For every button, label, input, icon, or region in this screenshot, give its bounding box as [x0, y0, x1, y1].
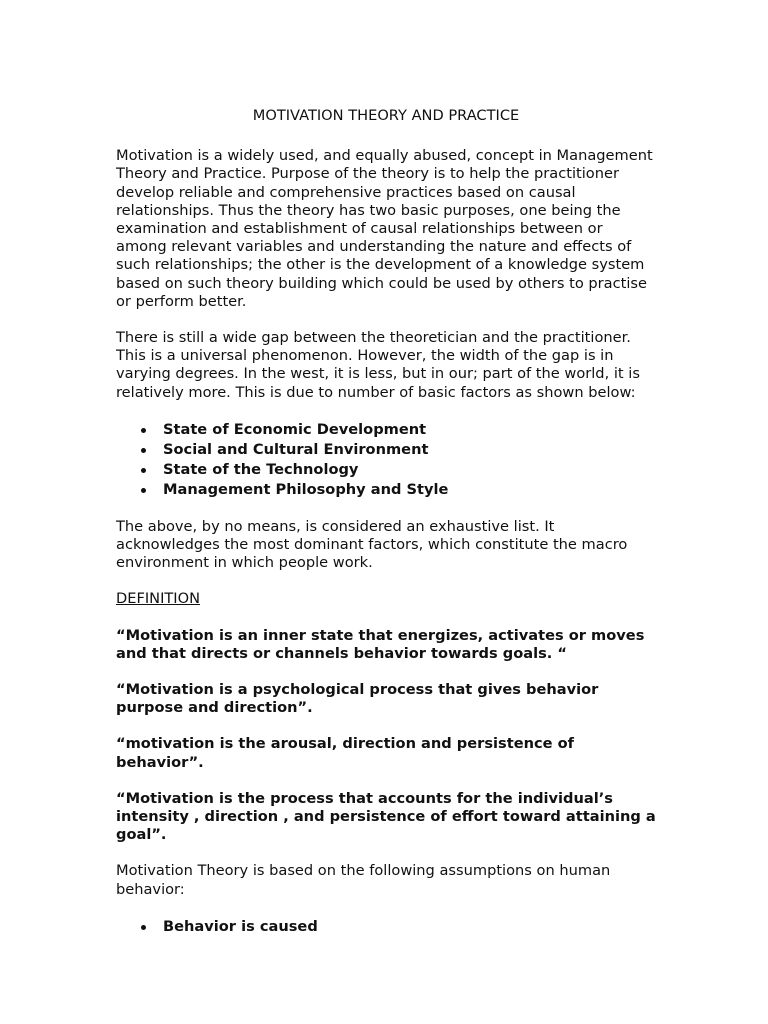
definition-3: “motivation is the arousal, direction and persistence of behavior”.	[116, 735, 574, 771]
list-item: Behavior is caused	[163, 917, 656, 937]
document-content	[116, 107, 656, 955]
assumptions-list	[116, 917, 656, 937]
exhaustive-list-paragraph: The above, by no means, is considered an exhaustive list. It acknowledges the most dominant factors, which constitute the macro environment in which people work.	[116, 517, 628, 572]
assumptions-paragraph: Motivation Theory is based on the following assumptions on human behavior:	[116, 862, 611, 898]
list-item: Management Philosophy and Style	[163, 480, 656, 500]
definition-2: “Motivation is a psychological process that gives behavior purpose and direction”.	[116, 681, 599, 717]
factors-list	[116, 420, 656, 500]
definition-4: “Motivation is the process that accounts for the individual’s intensity , direction , and persistence of effort toward attaining a goal”.	[116, 789, 656, 844]
definition-1: “Motivation is an inner state that energizes, activates or moves and that directs or channels behavior towards goals. “	[116, 626, 645, 662]
document-title: MOTIVATION THEORY AND PRACTICE	[252, 107, 520, 124]
list-item: State of the Technology	[163, 460, 656, 480]
gap-paragraph: There is still a wide gap between the theoretician and the practitioner. This is a universal phenomenon. However, the width of the gap is in varying degrees. In the west, it is less, but in our; part of the world, it is relatively more. This is due to number of basic factors as shown below:	[116, 329, 640, 401]
list-item: Social and Cultural Environment	[163, 440, 656, 460]
list-item: State of Economic Development	[163, 420, 656, 440]
definition-heading: DEFINITION	[116, 590, 200, 608]
intro-paragraph: Motivation is a widely used, and equally abused, concept in Management Theory and Practice. Purpose of the theory is to help the practitioner develop reliable and comprehensive practices based on causal relationships. Thus the theory has two basic purposes, one being the examination and establishment of causal relationships between or among relevant variables and understanding the nature and effects of such relationships; the other is the development of a knowledge system based on such theory building which could be used by others to practise or perform better.	[116, 147, 653, 310]
